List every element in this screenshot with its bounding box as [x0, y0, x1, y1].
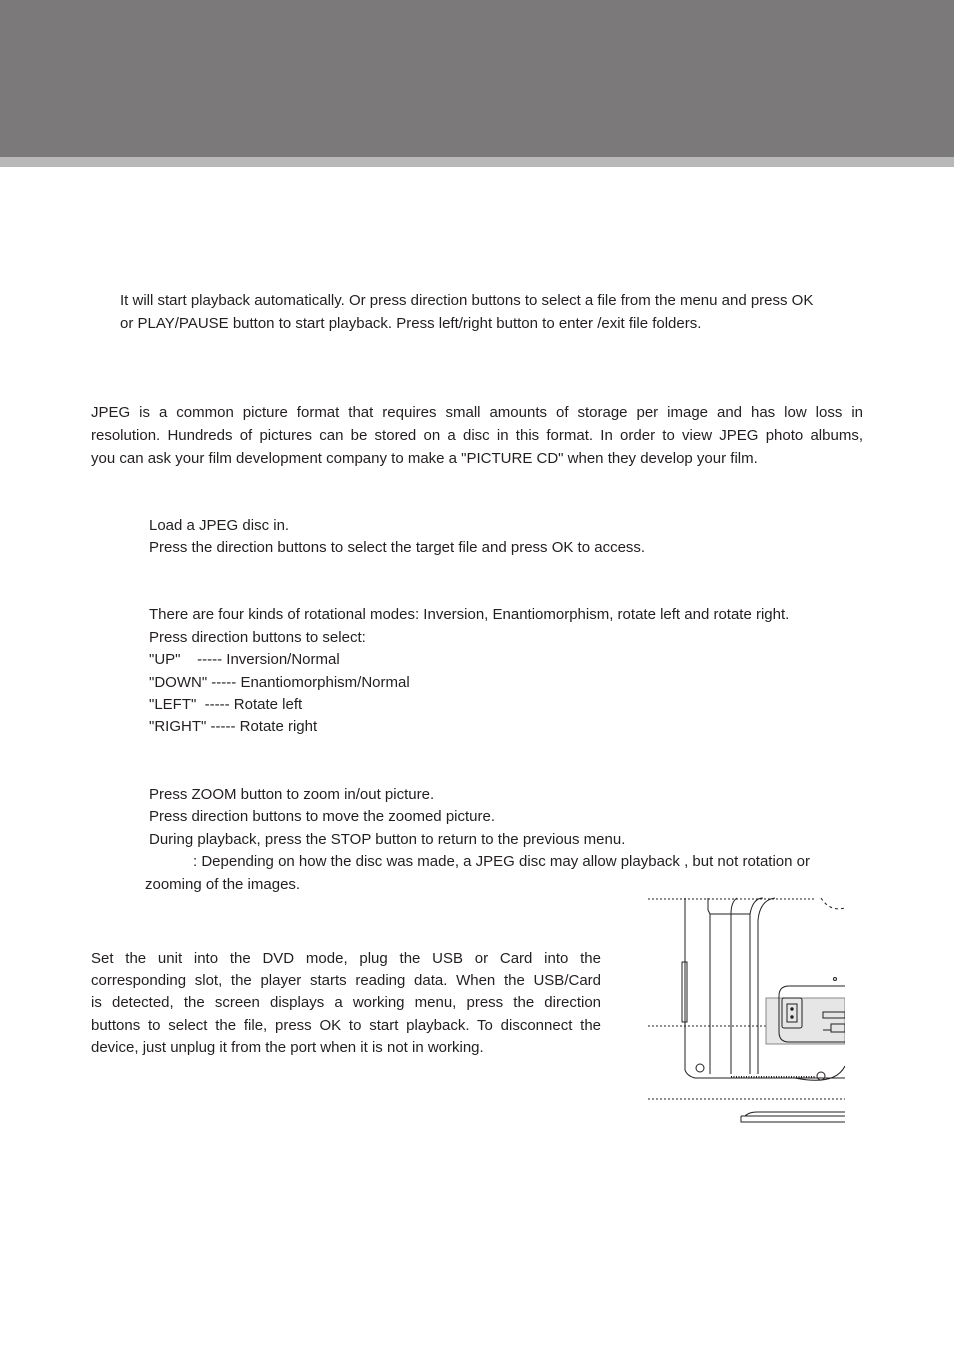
rotation-down: "DOWN" ----- Enantiomorphism/Normal — [149, 674, 410, 691]
playback-line-2: or PLAY/PAUSE button to start playback. Press left/right button to enter /exit file folders. — [120, 315, 702, 332]
jpeg-intro-line-1: JPEG is a common picture format that requires small amounts of storage per image and has low loss in — [91, 404, 863, 421]
usb-line-1: Set the unit into the DVD mode, plug the USB or Card into the — [91, 950, 601, 967]
jpeg-intro-line-2: resolution. Hundreds of pictures can be stored on a disc in this format. In order to view JPEG photo albums, — [91, 427, 863, 444]
usb-line-5: device, just unplug it from the port when it is not in working. — [91, 1039, 484, 1056]
rotation-left: "LEFT" ----- Rotate left — [149, 696, 303, 713]
rotation-up: "UP" ----- Inversion/Normal — [149, 651, 340, 668]
zoom-line-1: Press ZOOM button to zoom in/out picture. — [149, 786, 435, 803]
header-band — [0, 0, 954, 157]
zoom-line-3: During playback, press the STOP button to return to the previous menu. — [149, 831, 626, 848]
rotation-line-2: Press direction buttons to select: — [149, 629, 366, 646]
usb-line-4: buttons to select the file, press OK to start playback. To disconnect the — [91, 1017, 601, 1034]
jpeg-step-load: Load a JPEG disc in. — [149, 517, 290, 534]
zoom-note-continued: zooming of the images. — [145, 876, 301, 893]
jpeg-intro-line-3: you can ask your film development company to make a "PICTURE CD" when they develop your film. — [91, 450, 758, 467]
rotation-right: "RIGHT" ----- Rotate right — [149, 718, 318, 735]
jpeg-step-select: Press the direction buttons to select the target file and press OK to access. — [149, 539, 646, 556]
header-stripe — [0, 157, 954, 167]
usb-line-3: is detected, the screen displays a working menu, press the direction — [91, 994, 601, 1011]
usb-line-2: corresponding slot, the player starts reading data. When the USB/Card — [91, 972, 601, 989]
zoom-line-2: Press direction buttons to move the zoomed picture. — [149, 808, 496, 825]
playback-line-1: It will start playback automatically. Or press direction buttons to select a file from the menu and press OK — [120, 292, 814, 309]
tv-side-panel-illustration — [645, 890, 845, 1130]
rotation-line-1: There are four kinds of rotational modes: Inversion, Enantiomorphism, rotate left and rotate right. — [149, 606, 790, 623]
zoom-note: : Depending on how the disc was made, a JPEG disc may allow playback , but not rotation or — [193, 853, 810, 870]
